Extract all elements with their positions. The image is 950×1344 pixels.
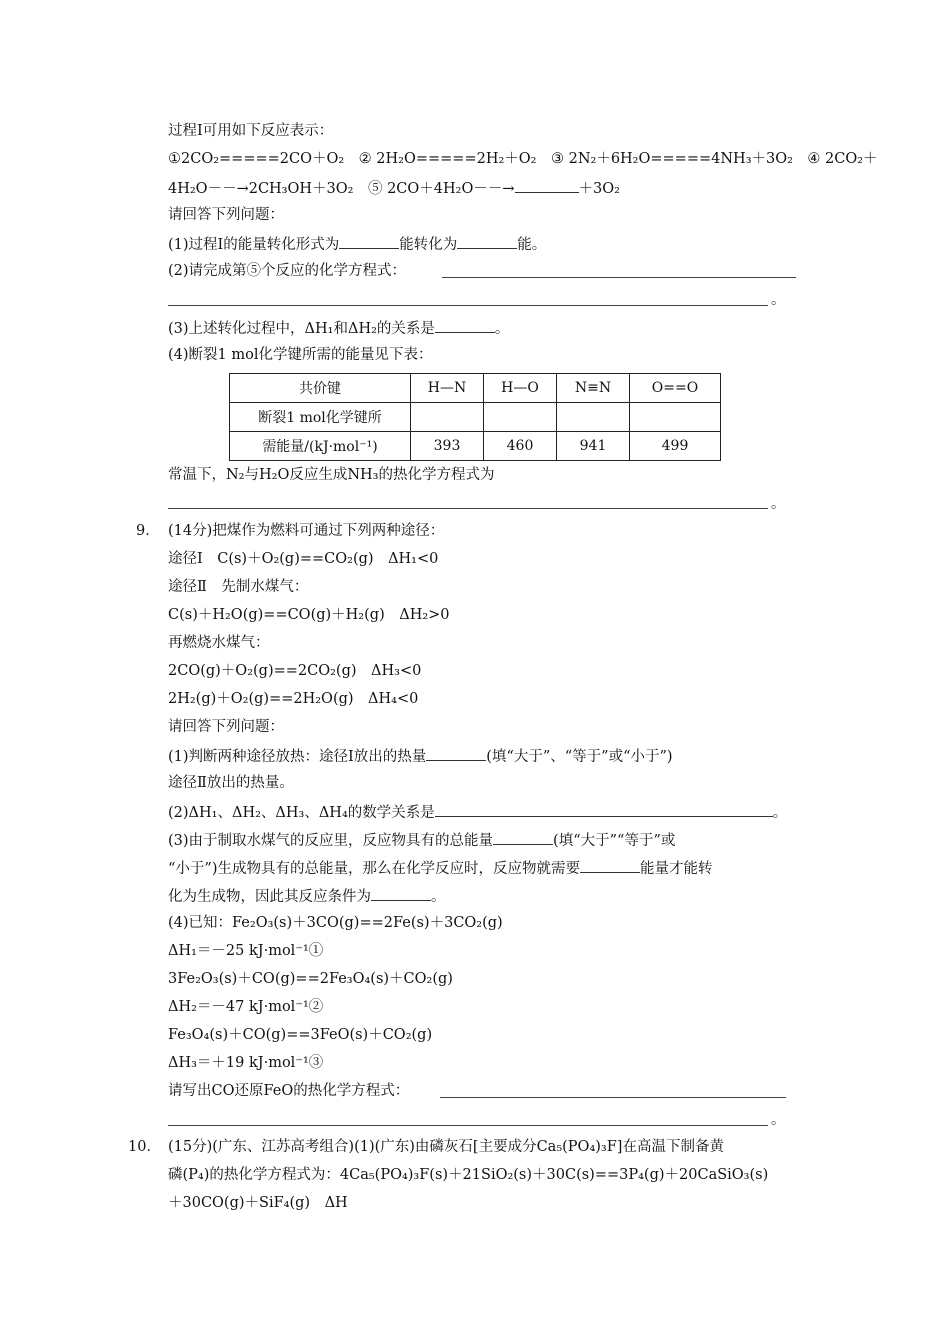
q9-p4-answer-blank-1[interactable] bbox=[440, 1097, 786, 1098]
intro-line: 过程Ⅰ可用如下反应表示： bbox=[168, 123, 334, 139]
q2-line: (2)请完成第⑤个反应的化学方程式： bbox=[168, 263, 407, 279]
q3-text-a: (3)上述转化过程中，ΔH₁和ΔH₂的关系是 bbox=[168, 321, 435, 337]
ask-line: 请回答下列问题： bbox=[168, 207, 284, 223]
q4-tail-line: 常温下，N₂与H₂O反应生成NH₃的热化学方程式为 bbox=[168, 467, 495, 483]
reactions-line-2 bbox=[168, 178, 620, 198]
q10-line-1: (15分)(广东、江苏高考组合)(1)(广东)由磷灰石[主要成分Ca₅(PO₄)₃F]在高温下制备黄 bbox=[168, 1139, 724, 1155]
q10-number: 10． bbox=[128, 1139, 161, 1155]
q1-blank-2[interactable] bbox=[457, 234, 517, 249]
q9-h1: ΔH₁＝－25 kJ·mol⁻¹① bbox=[168, 943, 324, 959]
q1-blank-1[interactable] bbox=[339, 234, 399, 249]
table-header-bond: 共价键 bbox=[230, 374, 411, 403]
q9-r2: 3Fe₂O₃(s)＋CO(g)==2Fe₃O₄(s)＋CO₂(g) bbox=[168, 971, 453, 987]
q4-period: 。 bbox=[771, 496, 786, 512]
table-value-hn: 393 bbox=[411, 432, 484, 461]
q9-p3-blank-1[interactable] bbox=[493, 830, 553, 845]
q9-p3-line-3 bbox=[168, 886, 446, 906]
q9-p4-period: 。 bbox=[771, 1112, 786, 1128]
q9-p1-blank[interactable] bbox=[426, 746, 486, 761]
q9-route1: 途径Ⅰ C(s)＋O₂(g)==CO₂(g) ΔH₁<0 bbox=[168, 551, 439, 567]
table-value-oo: 499 bbox=[630, 432, 721, 461]
q9-p1-line bbox=[168, 746, 673, 766]
q9-eq4: 2H₂(g)＋O₂(g)==2H₂O(g) ΔH₄<0 bbox=[168, 691, 419, 707]
q1-text-c: 能。 bbox=[517, 237, 547, 253]
q9-p2-line bbox=[168, 802, 787, 822]
q10-line-2: 磷(P₄)的热化学方程式为：4Ca₅(PO₄)₃F(s)＋21SiO₂(s)＋30C(s)==3P₄(g)＋20CaSiO₃(s) bbox=[168, 1167, 769, 1183]
q9-eq2: C(s)＋H₂O(g)==CO(g)＋H₂(g) ΔH₂>0 bbox=[168, 607, 450, 623]
q9-p3-text-a: (3)由于制取水煤气的反应里，反应物具有的总能量 bbox=[168, 833, 494, 849]
q9-p2-blank[interactable] bbox=[435, 802, 773, 817]
reactions-line-2a: 4H₂O－－→2CH₃OH＋3O₂ ⑤ 2CO＋4H₂O－－→ bbox=[168, 181, 515, 197]
q9-p3-blank-2[interactable] bbox=[580, 858, 640, 873]
q9-p1-text-b: (填“大于”、“等于”或“小于”) bbox=[486, 749, 673, 765]
q9-p4b: 请写出CO还原FeO的热化学方程式： bbox=[168, 1083, 410, 1099]
q9-p2-period: 。 bbox=[772, 805, 788, 821]
q3-text-b: 。 bbox=[494, 321, 510, 337]
q1-text-b: 能转化为 bbox=[399, 237, 458, 253]
q1-line bbox=[168, 234, 546, 254]
q9-route2: 途径Ⅱ 先制水煤气： bbox=[168, 579, 309, 595]
q9-p3-period: 。 bbox=[431, 889, 446, 905]
q9-p3-line-2 bbox=[168, 858, 712, 878]
q9-h2: ΔH₂＝－47 kJ·mol⁻¹② bbox=[168, 999, 324, 1015]
q4-line: (4)断裂1 mol化学键所需的能量见下表： bbox=[168, 347, 433, 363]
table-row-label-2: 需能量/(kJ·mol⁻¹) bbox=[230, 432, 411, 461]
q9-p3-text-e: 化为生成物，因此其反应条件为 bbox=[168, 889, 371, 905]
table-row-label-1: 断裂1 mol化学键所 bbox=[230, 403, 411, 432]
q4-answer-blank[interactable] bbox=[168, 508, 768, 509]
q9-number: 9． bbox=[136, 523, 160, 539]
reaction5-product-blank[interactable] bbox=[515, 178, 579, 193]
q9-p3-text-c: “小于”)生成物具有的总能量，那么在化学反应时，反应物就需要 bbox=[168, 861, 580, 877]
q9-ask: 请回答下列问题： bbox=[168, 719, 284, 735]
q10-line-3: ＋30CO(g)＋SiF₄(g) ΔH bbox=[168, 1195, 348, 1211]
reactions-line-1: ①2CO₂=====2CO＋O₂ ② 2H₂O=====2H₂＋O₂ ③ 2N₂＋6H₂O=====4NH₃＋3O₂ ④ 2CO₂＋ bbox=[168, 151, 878, 167]
q9-p4: (4)已知：Fe₂O₃(s)＋3CO(g)==2Fe(s)＋3CO₂(g) bbox=[168, 915, 503, 931]
q3-line bbox=[168, 318, 509, 338]
q2-answer-blank-1[interactable] bbox=[442, 277, 796, 278]
q9-p3-text-b: (填“大于”“等于”或 bbox=[553, 833, 676, 849]
bond-energy-table bbox=[229, 373, 721, 461]
q9-p2-text: (2)ΔH₁、ΔH₂、ΔH₃、ΔH₄的数学关系是 bbox=[168, 805, 435, 821]
q9-p3-text-d: 能量才能转 bbox=[639, 861, 713, 877]
reactions-line-2b: ＋3O₂ bbox=[578, 181, 620, 197]
q9-r3: Fe₃O₄(s)＋CO(g)==3FeO(s)＋CO₂(g) bbox=[168, 1027, 433, 1043]
table-header-ho: H—O bbox=[484, 374, 557, 403]
q9-h3: ΔH₃＝＋19 kJ·mol⁻¹③ bbox=[168, 1055, 324, 1071]
table-header-nn: N≡N bbox=[557, 374, 630, 403]
q9-p4-answer-blank-2[interactable] bbox=[168, 1125, 768, 1126]
q9-p1-cont: 途径Ⅱ放出的热量。 bbox=[168, 775, 294, 791]
table-header-oo: O==O bbox=[630, 374, 721, 403]
q9-p3-blank-3[interactable] bbox=[371, 886, 431, 901]
q1-text-a: (1)过程Ⅰ的能量转化形式为 bbox=[168, 237, 340, 253]
table-value-ho: 460 bbox=[484, 432, 557, 461]
table-header-hn: H—N bbox=[411, 374, 484, 403]
table-value-nn: 941 bbox=[557, 432, 630, 461]
q3-blank[interactable] bbox=[435, 318, 495, 333]
q9-title: (14分)把煤作为燃料可通过下列两种途径： bbox=[168, 523, 445, 539]
q9-p3-line bbox=[168, 830, 675, 850]
q2-period: 。 bbox=[771, 292, 786, 308]
q9-p1-text-a: (1)判断两种途径放热：途径Ⅰ放出的热量 bbox=[168, 749, 427, 765]
q2-answer-blank-2[interactable] bbox=[168, 305, 768, 306]
q9-burn: 再燃烧水煤气： bbox=[168, 635, 270, 651]
q9-eq3: 2CO(g)＋O₂(g)==2CO₂(g) ΔH₃<0 bbox=[168, 663, 422, 679]
